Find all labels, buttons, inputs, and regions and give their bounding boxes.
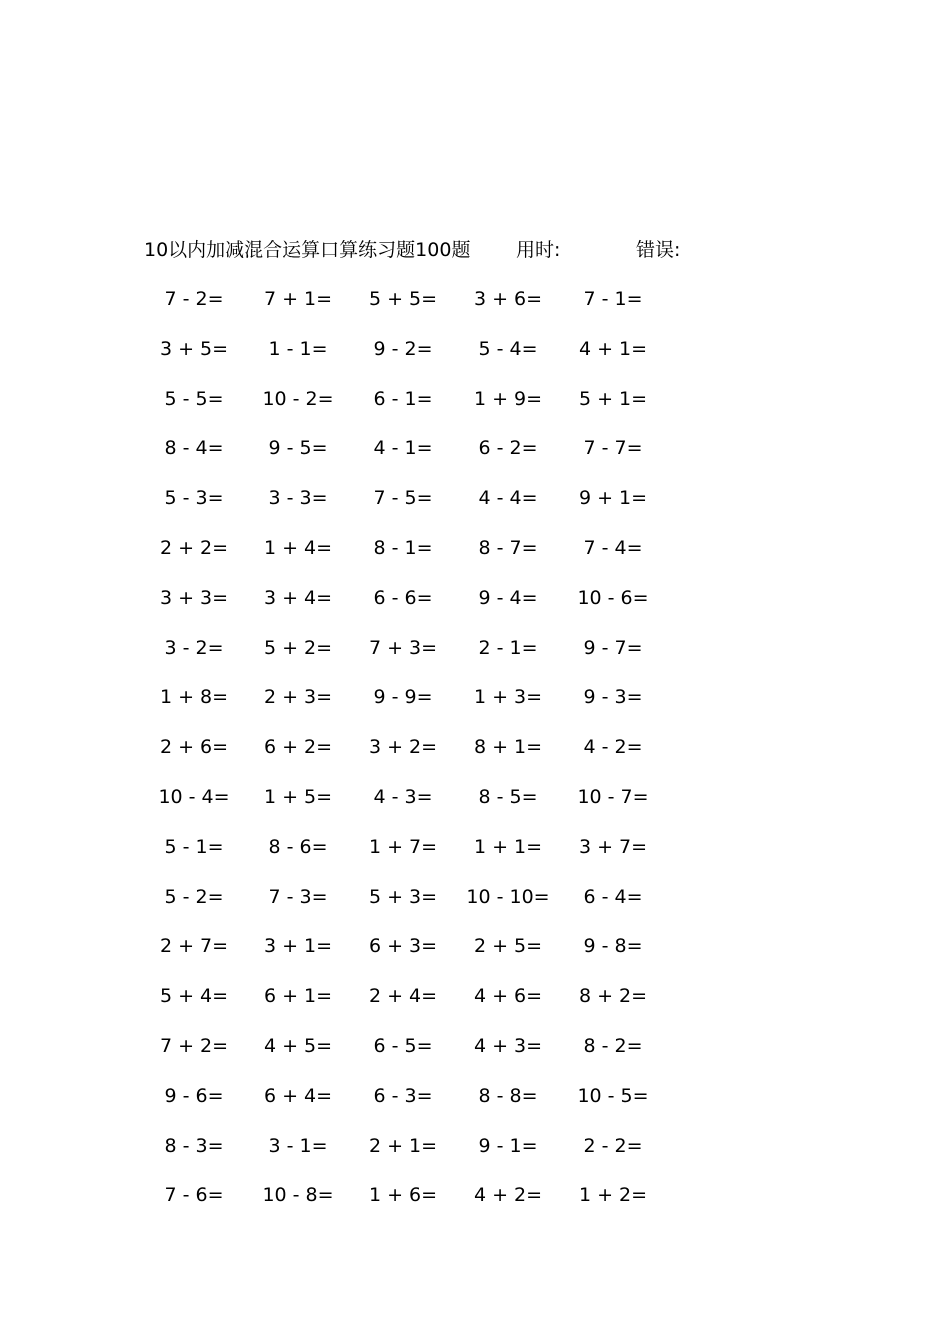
math-problem: 1 + 7= [368,835,438,858]
math-problem: 5 + 3= [368,885,438,908]
math-problem: 3 - 2= [164,636,224,659]
problem-row [146,385,706,413]
math-problem: 9 - 1= [478,1134,538,1157]
problem-row [146,833,706,861]
problem-row [146,434,706,462]
problem-row [146,1181,706,1209]
problem-row [146,1032,706,1060]
math-problem: 1 + 4= [263,537,333,559]
math-problem: 10 - 7= [577,786,649,808]
math-problem: 9 - 9= [373,686,433,709]
math-problem: 8 - 2= [583,1035,643,1057]
problem-row [146,484,706,512]
math-problem: 5 + 5= [368,288,438,310]
math-problem: 6 - 2= [478,437,538,460]
problem-row [146,584,706,612]
math-problem: 4 + 3= [473,1035,543,1057]
math-problem: 1 - 1= [268,337,328,360]
math-problem: 2 + 6= [159,736,229,759]
math-problem: 2 + 5= [473,935,543,958]
problem-row [146,285,706,313]
math-problem: 2 - 1= [478,636,538,659]
math-problem: 1 + 6= [368,1184,438,1207]
problem-row [146,634,706,662]
math-problem: 4 - 4= [478,487,538,510]
problem-row [146,335,706,363]
worksheet-title: 10以内加减混合运算口算练习题100题 [144,239,471,261]
math-problem: 2 + 7= [159,935,229,958]
math-problem: 7 - 4= [583,537,643,559]
math-problem: 3 + 6= [473,288,543,310]
math-problem: 6 + 4= [263,1084,333,1107]
math-problem: 1 + 9= [473,387,543,410]
math-problem: 8 - 6= [268,835,328,858]
math-problem: 10 - 5= [577,1084,649,1107]
math-problem: 7 - 3= [268,885,328,908]
math-problem: 1 + 5= [263,786,333,808]
math-problem: 3 + 4= [263,586,333,609]
math-problem: 7 + 1= [263,288,333,310]
math-problem: 2 + 1= [368,1134,438,1157]
math-problem: 7 - 7= [583,437,643,460]
math-problem: 3 - 3= [268,487,328,510]
math-problem: 5 - 3= [164,487,224,510]
math-problem: 6 + 1= [263,985,333,1008]
math-problem: 6 - 4= [583,885,643,908]
problem-row [146,1082,706,1110]
math-problem: 10 - 4= [158,786,230,808]
math-problem: 6 - 1= [373,387,433,410]
math-problem: 6 + 3= [368,935,438,958]
math-problem: 10 - 10= [466,885,550,908]
math-problem: 8 - 7= [478,537,538,559]
math-problem: 3 + 3= [159,586,229,609]
problem-row [146,1132,706,1160]
math-problem: 3 + 2= [368,736,438,759]
math-problem: 3 - 1= [268,1134,328,1157]
math-problem: 9 - 8= [583,935,643,958]
math-problem: 4 + 5= [263,1035,333,1057]
math-problem: 7 - 2= [164,288,224,310]
math-problem: 6 - 3= [373,1084,433,1107]
math-problem: 7 + 3= [368,636,438,659]
math-problem: 9 - 3= [583,686,643,709]
problem-row [146,683,706,711]
math-problem: 3 + 5= [159,337,229,360]
math-problem: 1 + 3= [473,686,543,709]
math-problem: 4 - 3= [373,786,433,808]
math-problem: 9 + 1= [578,487,648,510]
math-problem: 5 + 2= [263,636,333,659]
math-problem: 2 + 4= [368,985,438,1008]
error-count-label: 错误: [636,239,681,261]
math-problem: 4 + 2= [473,1184,543,1207]
math-problem: 1 + 2= [578,1184,648,1207]
math-problem: 4 + 6= [473,985,543,1008]
math-problem: 5 + 4= [159,985,229,1008]
math-problem: 9 - 4= [478,586,538,609]
math-problem: 7 + 2= [159,1035,229,1057]
math-problem: 8 - 3= [164,1134,224,1157]
math-problem: 4 - 2= [583,736,643,759]
math-problem: 7 - 5= [373,487,433,510]
math-problem: 8 + 1= [473,736,543,759]
math-problem: 8 - 5= [478,786,538,808]
math-problem: 8 - 8= [478,1084,538,1107]
time-used-label: 用时: [516,239,561,261]
math-problem: 8 + 2= [578,985,648,1008]
math-problem: 7 - 6= [164,1184,224,1207]
math-problem: 10 - 8= [262,1184,334,1207]
math-problem: 6 + 2= [263,736,333,759]
math-problem: 9 - 7= [583,636,643,659]
math-problem: 8 - 1= [373,537,433,559]
math-problem: 5 + 1= [578,387,648,410]
math-problem: 2 - 2= [583,1134,643,1157]
math-problem: 4 - 1= [373,437,433,460]
math-problem: 9 - 6= [164,1084,224,1107]
problem-row [146,883,706,911]
math-problem: 7 - 1= [583,288,643,310]
math-problem: 1 + 1= [473,835,543,858]
math-problem: 1 + 8= [159,686,229,709]
math-problem: 4 + 1= [578,337,648,360]
math-problem: 3 + 1= [263,935,333,958]
math-problem: 6 - 6= [373,586,433,609]
math-problem: 2 + 3= [263,686,333,709]
problem-row [146,932,706,960]
math-problem: 10 - 6= [577,586,649,609]
math-problem: 5 - 4= [478,337,538,360]
math-problem: 5 - 1= [164,835,224,858]
math-problem: 9 - 5= [268,437,328,460]
math-problem: 9 - 2= [373,337,433,360]
math-problem: 6 - 5= [373,1035,433,1057]
math-problem: 3 + 7= [578,835,648,858]
math-problem: 5 - 5= [164,387,224,410]
problem-row [146,783,706,811]
math-problem: 2 + 2= [159,537,229,559]
problem-row [146,733,706,761]
math-problem: 10 - 2= [262,387,334,410]
problem-row [146,534,706,562]
math-problem: 8 - 4= [164,437,224,460]
problem-row [146,982,706,1010]
math-problem: 5 - 2= [164,885,224,908]
